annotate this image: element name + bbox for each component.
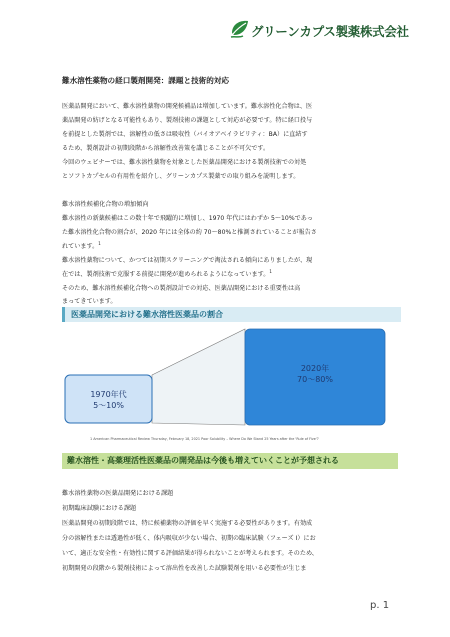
footnote-mark: 1 bbox=[98, 241, 101, 246]
figure-title-banner bbox=[62, 307, 401, 322]
section1-line: 難水溶性の新薬候補はこの数十年で飛躍的に増加し、1970 年代にはわずか 5～10%であっ bbox=[62, 215, 313, 222]
expansion-connector bbox=[152, 329, 245, 425]
section-subheading: 初期臨床試験における課題 bbox=[62, 505, 137, 512]
intro-line: 今回のウェビナーでは、難水溶性薬物を対象とした医薬品開発における製剤技術での対処 bbox=[62, 159, 307, 166]
box-2020-label bbox=[245, 363, 385, 385]
footnote-mark: 1 bbox=[269, 269, 272, 274]
box-2020-year: 2020年 bbox=[300, 364, 330, 373]
section1-line: まってきています。 bbox=[62, 298, 117, 305]
highlight-banner bbox=[62, 453, 398, 469]
highlight-banner-text: 難水溶性・高薬理活性医薬品の開発品は今後も増えていくことが予想される bbox=[67, 456, 339, 465]
page-number: p. 1 bbox=[370, 600, 390, 611]
section2-line: 初期開発の段階から製剤技術によって溶出性を改善した試験製剤を用いる必要性が生じま bbox=[62, 565, 307, 572]
section-heading: 難水溶性薬物の医薬品開発における課題 bbox=[62, 490, 174, 497]
box-1970-year: 1970年代 bbox=[90, 390, 127, 399]
company-logo bbox=[230, 17, 435, 45]
box-1970-label bbox=[65, 389, 152, 411]
intro-line: を前提とした製剤では、溶解性の低さは吸収性（バイオアベイラビリティ：BA）に直結す bbox=[62, 131, 308, 138]
proportion-diagram bbox=[62, 323, 398, 435]
section2-line: 医薬品開発の初期段階では、特に候補薬物の評価を早く実施する必要性があります。有効成 bbox=[62, 520, 313, 527]
intro-line: 薬品開発の妨げとなる可能性もあり、製剤技術の課題として対応が必要です。特に経口投与 bbox=[62, 117, 313, 124]
section1-line: 難水溶性薬物について、かつては初期スクリーニングで淘汰される傾向にありましたが、現 bbox=[62, 257, 313, 264]
company-name: グリーンカプス製薬株式会社 bbox=[251, 24, 409, 39]
section2-line: 分の溶解性または透過性が低く、体内吸収が少ない場合、初期の臨床試験（フェーズ I）にお bbox=[62, 535, 316, 542]
figure-title: 医薬品開発における難水溶性医薬品の割合 bbox=[71, 310, 223, 319]
intro-line: 医薬品開発において、難水溶性薬物の開発候補品は増加しています。難水溶性化合物は、医 bbox=[62, 103, 313, 110]
figure-footnote: 1 American Pharmaceutical Review Thursday, February 18, 2021 Poor Solubility – Where Do We Stand 25 Years after the 'Rule of Five'? bbox=[90, 437, 319, 441]
box-2020-value: 70～80% bbox=[297, 375, 333, 384]
section1-line: れています。$^1$ bbox=[62, 241, 101, 250]
box-1970-value: 5～10% bbox=[93, 401, 124, 410]
intro-line: とソフトカプセルの有用性を紹介し、グリーンカプス製薬での取り組みを説明します。 bbox=[62, 173, 300, 180]
section1-line: た難水溶性化合物の割合が、2020 年には全体の約 70～80%と推測されていることが報告さ bbox=[62, 229, 317, 236]
section1-line: そのため、難水溶性候補化合物への製剤設計での対応、医薬品開発における重要性は高 bbox=[62, 285, 301, 292]
section2-line: いて、適正な安全性・有効性に関する評価結果が得られないことが考えられます。そのため、 bbox=[62, 550, 318, 557]
section1-line: 在では、製剤技術で克服する前提に開発が進められるようになっています。$^1$ bbox=[62, 269, 272, 278]
leaf-logo-icon bbox=[230, 19, 250, 41]
section-heading: 難水溶性候補化合物の増加傾向 bbox=[62, 201, 149, 208]
document-title: 難水溶性薬物の経口製剤開発：課題と技術的対応 bbox=[62, 76, 230, 85]
intro-line: るため、製剤設計の初期段階から溶解性改善策を講じることが不可欠です。 bbox=[62, 145, 270, 152]
